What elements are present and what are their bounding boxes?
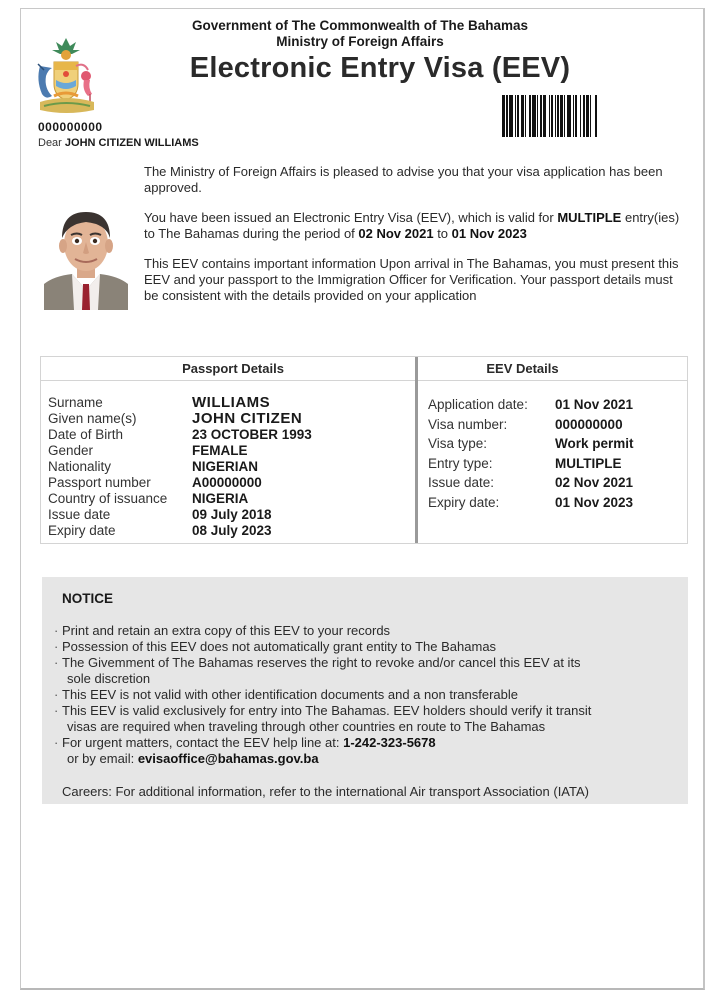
email-text: or by email:: [67, 751, 138, 766]
letter-paragraph-approved: The Ministry of Foreign Affairs is pleased to advise you that your visa application has been approved.: [144, 164, 663, 195]
notice-item-contact: [52, 735, 682, 767]
barcode-bar: [502, 95, 505, 137]
notice-item: [52, 703, 682, 735]
helpline-email: evisaoffice@bahamas.gov.ba: [137, 751, 319, 766]
eev-details-rows: [428, 395, 634, 512]
barcode-bar: [537, 95, 538, 137]
eev-detail-value: 01 Nov 2021: [555, 397, 634, 412]
entry-type-inline: MULTIPLE: [557, 210, 622, 225]
passport-details-heading: Passport Details: [41, 357, 415, 381]
barcode-bar: [509, 95, 513, 137]
barcode-bar: [517, 95, 519, 137]
barcode-bar: [555, 95, 556, 137]
barcode-bar: [515, 95, 516, 137]
notice-item-continuation: visas are required when traveling through other countries en route to The Bahamas: [67, 719, 546, 734]
passport-detail-row: [48, 523, 312, 539]
passport-detail-value: JOHN CITIZEN: [192, 410, 303, 427]
passport-details-rows: [48, 395, 312, 539]
barcode-bar: [557, 95, 559, 137]
passport-detail-label: Gender: [48, 443, 94, 458]
eev-detail-label: Visa number:: [428, 416, 508, 432]
bullet-icon: ·: [54, 623, 59, 638]
passport-detail-value: 09 July 2018: [192, 507, 272, 522]
barcode-bar: [567, 95, 571, 137]
barcode-bar: [590, 95, 591, 137]
passport-detail-row: [48, 395, 312, 411]
notice-item-text: The Givemment of The Bahamas reserves the right to revoke and/or cancel this EEV at its: [62, 655, 581, 670]
eev-detail-label: Issue date:: [428, 475, 495, 490]
barcode-bar: [532, 95, 536, 137]
ministry-name: Ministry of Foreign Affairs: [276, 34, 444, 49]
coat-of-arms-icon: [30, 36, 102, 120]
recipient-name: JOHN CITIZEN WILLIAMS: [64, 137, 199, 149]
eev-detail-label: Entry type:: [428, 455, 493, 471]
bullet-icon: ·: [54, 639, 59, 654]
passport-detail-label: Surname: [48, 395, 103, 410]
passport-detail-label: Country of issuance: [48, 491, 168, 506]
notice-item: [52, 655, 682, 687]
applicant-photo: [44, 204, 128, 310]
eev-detail-row: [428, 473, 634, 493]
passport-detail-row: [48, 459, 312, 475]
barcode-bar: [529, 95, 531, 137]
passport-detail-row: [48, 507, 312, 523]
reference-number: 000000000: [38, 120, 103, 134]
passport-detail-value: FEMALE: [192, 443, 248, 458]
eev-detail-value: MULTIPLE: [555, 455, 622, 471]
notice-item: [52, 623, 682, 639]
barcode-bar: [573, 95, 574, 137]
barcode-bar: [521, 95, 524, 137]
passport-detail-row: [48, 411, 312, 427]
careers-note: Careers: For additional information, refer to the international Air transport Association (IATA): [62, 784, 589, 799]
passport-detail-label: Passport number: [48, 475, 151, 490]
barcode-icon: [500, 95, 660, 137]
barcode-bar: [506, 95, 508, 137]
eev-detail-label: Expiry date:: [428, 494, 500, 510]
barcode-bar: [560, 95, 563, 137]
barcode-bar: [551, 95, 553, 137]
barcode-bar: [575, 95, 577, 137]
salutation: [38, 137, 199, 149]
government-name: Government of The Commonwealth of The Bahamas: [191, 18, 529, 33]
passport-detail-row: [48, 491, 312, 507]
bullet-icon: ·: [54, 735, 59, 750]
passport-detail-label: Nationality: [48, 459, 112, 474]
barcode-bar: [586, 95, 589, 137]
notice-item-text: This EEV is valid exclusively for entry into The Bahamas. EEV holders should verify it transit: [62, 703, 592, 718]
notice-title: NOTICE: [62, 591, 114, 606]
notice-item: [52, 639, 682, 655]
barcode-bar: [580, 95, 581, 137]
eev-detail-row: [428, 415, 634, 435]
passport-detail-label: Date of Birth: [48, 427, 124, 442]
passport-detail-value: 23 OCTOBER 1993: [192, 427, 312, 442]
letter-paragraph-instructions: This EEV contains important information Upon arrival in The Bahamas, you must present this EEV and your passport to the Immigration Officer for Verification. Your passport details must be consistent with the details provided on your application: [144, 256, 679, 303]
passport-detail-value: WILLIAMS: [192, 394, 271, 411]
passport-details-section: [41, 357, 415, 543]
barcode-bar: [583, 95, 585, 137]
notice-item-text: This EEV is not valid with other identification documents and a non transferable: [62, 687, 518, 702]
eev-detail-value: 01 Nov 2023: [555, 494, 634, 510]
notice-item-text: Print and retain an extra copy of this EEV to your records: [62, 623, 391, 638]
notice-item-continuation: sole discretion: [67, 671, 151, 686]
email-line: [62, 751, 682, 767]
barcode-bar: [540, 95, 542, 137]
passport-detail-label: Issue date: [48, 507, 111, 522]
bullet-icon: ·: [54, 703, 59, 718]
salutation-prefix: Dear: [38, 137, 62, 149]
eev-detail-row: [428, 493, 634, 513]
bullet-icon: ·: [54, 655, 59, 670]
passport-detail-value: A00000000: [192, 475, 262, 490]
barcode-bar: [525, 95, 526, 137]
eev-detail-value: Work permit: [555, 436, 634, 451]
barcode-bar: [549, 95, 550, 137]
passport-detail-value: NIGERIAN: [192, 459, 259, 474]
passport-detail-label: Expiry date: [48, 523, 116, 538]
eev-detail-row: [428, 395, 634, 415]
eev-detail-row: [428, 434, 634, 454]
bullet-icon: ·: [54, 687, 59, 702]
barcode-bar: [543, 95, 546, 137]
passport-detail-value: 08 July 2023: [192, 523, 272, 538]
passport-detail-row: [48, 443, 312, 459]
eev-detail-row: [428, 454, 634, 474]
eev-detail-label: Visa type:: [428, 436, 488, 451]
passport-detail-row: [48, 475, 312, 491]
validity-text: to: [433, 226, 452, 241]
contact-text: For urgent matters, contact the EEV help line at:: [62, 735, 344, 750]
document-title: Electronic Entry Visa (EEV): [189, 52, 571, 84]
notice-item-text: Possession of this EEV does not automatically grant entity to The Bahamas: [62, 639, 497, 654]
passport-detail-row: [48, 427, 312, 443]
eev-detail-value: 02 Nov 2021: [555, 475, 634, 490]
valid-from-date: 02 Nov 2021: [358, 226, 434, 241]
validity-text: You have been issued an Electronic Entry Visa (EEV), which is valid for: [144, 210, 558, 225]
notice-item: [52, 687, 682, 703]
eev-detail-value: 000000000: [555, 416, 623, 432]
passport-detail-value: NIGERIA: [192, 491, 249, 506]
notice-list: [52, 623, 682, 767]
validity-text: entry(ies) to The Bahamas during the period of: [144, 210, 680, 241]
barcode-bar: [595, 95, 597, 137]
helpline-phone: 1-242-323-5678: [343, 735, 436, 750]
notice-box: [42, 577, 688, 804]
approval-letter: [144, 164, 684, 318]
details-table: [40, 356, 688, 544]
eev-details-section: [415, 357, 687, 543]
barcode-bar: [564, 95, 565, 137]
valid-to-date: 01 Nov 2023: [451, 226, 527, 241]
letter-paragraph-validity: [144, 210, 684, 242]
eev-details-heading: EEV Details: [418, 357, 687, 381]
passport-detail-label: Given name(s): [48, 411, 137, 426]
eev-detail-label: Application date:: [428, 397, 528, 412]
